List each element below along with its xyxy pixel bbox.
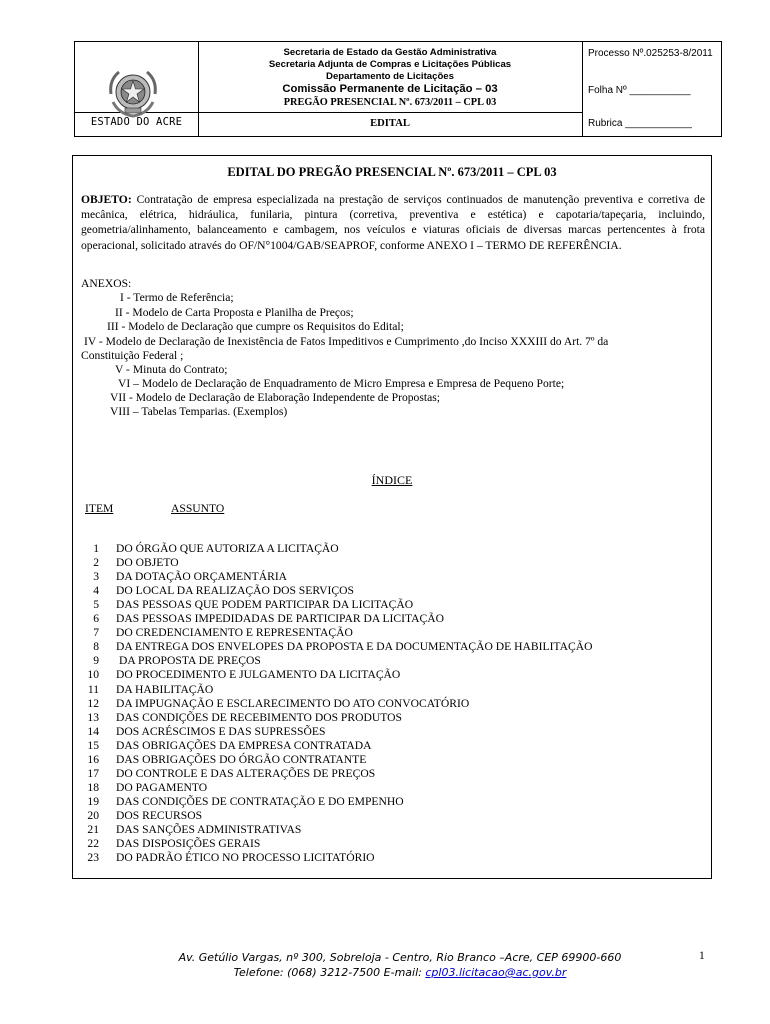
index-item-label: DOS ACRÉSCIMOS E DAS SUPRESSÕES xyxy=(116,724,326,738)
index-item-label: DAS PESSOAS IMPEDIDADAS DE PARTICIPAR DA LICITAÇÃO xyxy=(116,612,444,626)
secretaria-adjunta-line: Secretaria Adjunta de Compras e Licitações Públicas xyxy=(268,59,512,70)
index-item-label: DO OBJETO xyxy=(116,556,179,570)
index-item-label: DO LOCAL DA REALIZAÇÃO DOS SERVIÇOS xyxy=(116,584,354,598)
processo-number: Processo Nº.025253-8/2011 xyxy=(588,48,713,59)
anexo-item: VII - Modelo de Declaração de Elaboração Independente de Propostas; xyxy=(110,391,440,404)
index-item-label: DO PAGAMENTO xyxy=(116,780,208,794)
index-item-number: 17 xyxy=(87,766,99,780)
index-item-label: DO CONTROLE E DAS ALTERAÇÕES DE PREÇOS xyxy=(116,766,376,780)
index-item-label: DO CREDENCIAMENTO E REPRESENTAÇÃO xyxy=(116,626,353,640)
index-item-label: DO PROCEDIMENTO E JULGAMENTO DA LICITAÇÃO xyxy=(116,668,401,682)
state-seal-icon xyxy=(105,64,161,120)
index-item-label: DAS DISPOSIÇÕES GERAIS xyxy=(116,837,261,851)
index-item-label: DO ÓRGÃO QUE AUTORIZA A LICITAÇÃO xyxy=(116,542,339,555)
item-column-header: ITEM xyxy=(85,502,114,515)
index-item-number: 23 xyxy=(87,851,99,865)
anexo-item-continued: Constituição Federal ; xyxy=(81,349,184,362)
index-item-label: DA IMPUGNAÇÃO E ESCLARECIMENTO DO ATO CONVOCATÓRIO xyxy=(116,696,470,710)
objeto-paragraph xyxy=(81,192,705,253)
index-item-label: DO PADRÃO ÉTICO NO PROCESSO LICITATÓRIO xyxy=(116,851,375,865)
comissao-line: Comissão Permanente de Licitação – 03 xyxy=(282,83,498,95)
index-item-label: DA PROPOSTA DE PREÇOS xyxy=(119,654,261,668)
index-item-number: 6 xyxy=(93,612,99,626)
secretaria-line: Secretaria de Estado da Gestão Administrativa xyxy=(283,47,497,58)
assunto-column-header: ASSUNTO xyxy=(171,502,225,515)
index-item-label: DAS PESSOAS QUE PODEM PARTICIPAR DA LICITAÇÃO xyxy=(116,598,414,612)
edital-content-box xyxy=(72,155,712,879)
index-item-number: 10 xyxy=(87,668,99,682)
index-item-label: DA ENTREGA DOS ENVELOPES DA PROPOSTA E DA DOCUMENTAÇÃO DE HABILITAÇÃO xyxy=(116,640,593,654)
index-item-label: DA DOTAÇÃO ORÇAMENTÁRIA xyxy=(116,570,288,584)
index-item-label: DA HABILITAÇÃO xyxy=(116,682,214,696)
rubrica-field: Rubrica ____________ xyxy=(588,118,692,129)
index-item-number: 1 xyxy=(93,542,99,555)
document-header xyxy=(74,41,722,137)
index-item-number: 2 xyxy=(93,556,99,570)
index-item-number: 20 xyxy=(87,808,99,822)
footer-contact xyxy=(140,965,660,980)
anexo-item: VIII – Tabelas Temparias. (Exemplos) xyxy=(110,405,288,418)
index-item-number: 7 xyxy=(93,626,99,640)
index-item-number: 8 xyxy=(93,640,99,654)
anexo-item: V - Minuta do Contrato; xyxy=(115,363,228,376)
index-item-number: 13 xyxy=(87,710,99,724)
index-item-number: 11 xyxy=(87,682,99,696)
footer-phone: Telefone: (068) 3212-7500 E-mail: xyxy=(233,966,422,979)
edital-label: EDITAL xyxy=(370,118,410,129)
index-item-label: DAS OBRIGAÇÕES DA EMPRESA CONTRATADA xyxy=(116,738,372,752)
state-label: ESTADO DO ACRE xyxy=(90,116,183,128)
anexo-item: III - Modelo de Declaração que cumpre os Requisitos do Edital; xyxy=(107,320,404,333)
anexos-label: ANEXOS: xyxy=(81,277,132,290)
index-item-label: DAS CONDIÇÕES DE RECEBIMENTO DOS PRODUTOS xyxy=(116,710,402,724)
pregao-line: PREGÃO PRESENCIAL Nº. 673/2011 – CPL 03 xyxy=(283,97,497,108)
index-item-number: 18 xyxy=(87,780,99,794)
anexo-item: VI – Modelo de Declaração de Enquadramento de Micro Empresa e Empresa de Pequeno Porte; xyxy=(118,377,565,390)
index-item-number: 21 xyxy=(87,823,99,836)
edital-title: EDITAL DO PREGÃO PRESENCIAL Nº. 673/2011 – CPL 03 xyxy=(227,165,557,179)
anexo-item: II - Modelo de Carta Proposta e Planilha de Preços; xyxy=(115,306,354,319)
index-item-label: DAS SANÇÕES ADMINISTRATIVAS xyxy=(116,823,302,836)
index-item-number: 19 xyxy=(87,794,99,808)
anexo-item: I - Termo de Referência; xyxy=(120,291,234,304)
index-item-number: 14 xyxy=(87,724,99,738)
index-item-number: 3 xyxy=(93,570,99,584)
folha-field: Folha Nº ___________ xyxy=(588,85,691,96)
index-item-number: 5 xyxy=(93,598,99,612)
index-item-number: 15 xyxy=(87,738,99,752)
page-number: 1 xyxy=(699,950,705,962)
index-item-label: DAS CONDIÇÕES DE CONTRATAÇÃO E DO EMPENHO xyxy=(116,794,404,808)
index-item-number: 4 xyxy=(93,584,99,598)
index-item-number: 12 xyxy=(87,696,99,710)
index-item-number: 9 xyxy=(93,654,99,668)
index-item-number: 16 xyxy=(87,752,99,766)
index-item-label: DAS OBRIGAÇÕES DO ÓRGÃO CONTRATANTE xyxy=(116,752,367,766)
index-item-number: 22 xyxy=(87,837,99,851)
footer-email-link[interactable]: cpl03.licitacao@ac.gov.br xyxy=(425,966,567,979)
departamento-line: Departamento de Licitações xyxy=(326,71,454,82)
index-item-label: DOS RECURSOS xyxy=(116,808,203,822)
anexo-item: IV - Modelo de Declaração de Inexistência de Fatos Impeditivos e Cumprimento ,do Inciso XXXIII do Art. 7º da xyxy=(84,335,609,348)
indice-title: ÍNDICE xyxy=(371,473,413,487)
objeto-text: Contratação de empresa especializada na prestação de serviços continuados de manutenção preventiva e corretiva de mecânica, elétrica, hidráulica, funilaria, pintura (corretiva, preventiva e estética) e capotaria/tapeçaria, incluindo, geometria/alinhamento, balanceamento e cambagem, nos veículos e viaturas oficiais de diversas marcas pertencentes à frota operacional, solicitado através do OF/N°1004/GAB/SEAPROF, conforme ANEXO I – TERMO DE REFERÊNCIA. xyxy=(81,193,705,252)
footer-address: Av. Getúlio Vargas, nº 300, Sobreloja - Centro, Rio Branco –Acre, CEP 69900-660 xyxy=(178,951,622,964)
objeto-label: OBJETO: xyxy=(81,193,132,206)
